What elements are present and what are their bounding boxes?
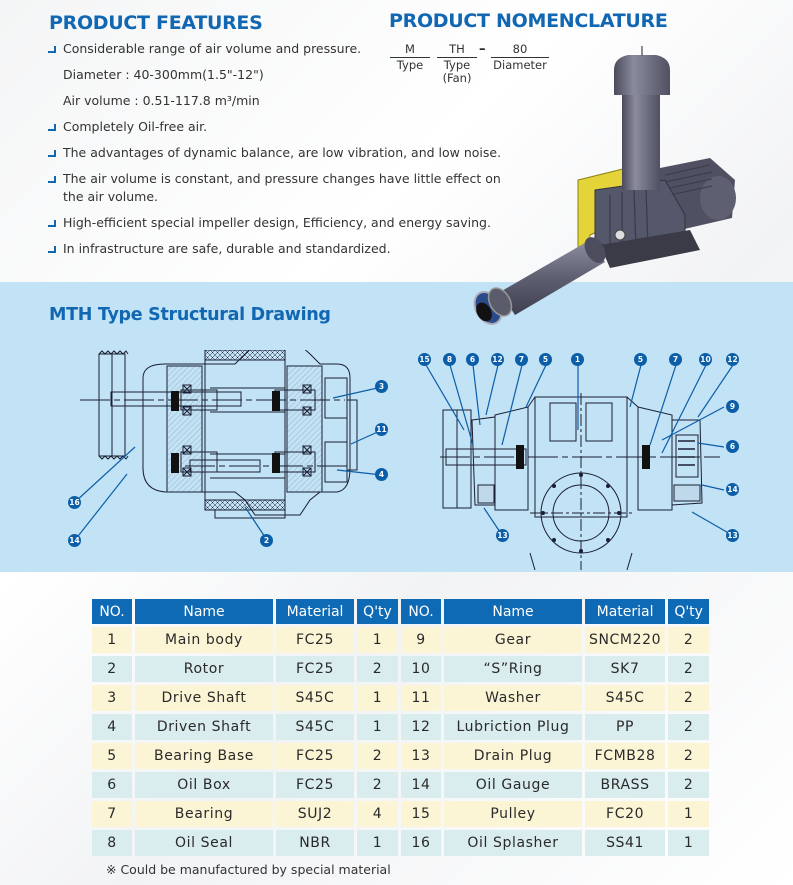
header-qty: Q'ty [357, 599, 398, 624]
balloon-9: 9 [726, 400, 739, 413]
balloon-15: 15 [419, 355, 430, 364]
balloon-13-right: 13 [727, 531, 738, 540]
table-row: 1 Main body FC25 1 9 Gear SNCM220 2 [92, 627, 709, 653]
table-row: 6 Oil Box FC25 2 14 Oil Gauge BRASS 2 [92, 772, 709, 798]
table-row: 2 Rotor FC25 2 10 “S”Ring SK7 2 [92, 656, 709, 682]
side-section-drawing [75, 350, 410, 550]
header-material: Material [585, 599, 665, 624]
nomenclature-part-diameter: 80 Diameter [491, 42, 549, 72]
bullet-icon [48, 150, 56, 157]
bullet-icon [48, 246, 56, 253]
feature-text: Considerable range of air volume and pressure. [63, 41, 362, 56]
feature-item [46, 214, 526, 232]
features-title: PRODUCT FEATURES [49, 12, 263, 34]
nomenclature-title: PRODUCT NOMENCLATURE [389, 10, 668, 32]
header-name: Name [444, 599, 582, 624]
table-row: 5 Bearing Base FC25 2 13 Drain Plug FCMB28 2 [92, 743, 709, 769]
balloon-7: 7 [515, 353, 528, 366]
drawing-title: MTH Type Structural Drawing [49, 305, 331, 325]
feature-item [46, 118, 526, 136]
balloon-4: 4 [375, 468, 388, 481]
balloon-16: 16 [69, 498, 80, 507]
balloon-7-right: 7 [669, 353, 682, 366]
feature-text: Completely Oil-free air. [63, 119, 208, 134]
feature-item [46, 240, 526, 258]
feature-text: The air volume is constant, and pressure changes have little effect on the air volume. [63, 171, 501, 204]
header-name: Name [135, 599, 273, 624]
table-row: 3 Drive Shaft S45C 1 11 Washer S45C 2 [92, 685, 709, 711]
balloon-10: 10 [700, 355, 711, 364]
table-row: 8 Oil Seal NBR 1 16 Oil Splasher SS41 1 [92, 830, 709, 856]
feature-sub-air-volume: Air volume : 0.51-117.8 m³/min [63, 93, 260, 108]
nomenclature-part-fan: TH Type (Fan) [437, 42, 477, 85]
header-material: Material [276, 599, 354, 624]
bullet-icon [48, 124, 56, 131]
nomenclature-part-type: M Type [390, 42, 430, 72]
bullet-icon [48, 46, 56, 53]
balloon-12: 12 [492, 355, 503, 364]
table-row: 4 Driven Shaft S45C 1 12 Lubriction Plug PP 2 [92, 714, 709, 740]
header-no: NO. [92, 599, 132, 624]
header-no: NO. [401, 599, 441, 624]
nomenclature-dash: – [479, 42, 486, 57]
balloon-5: 5 [539, 353, 552, 366]
feature-item [46, 144, 526, 162]
balloon-11: 11 [376, 425, 387, 434]
balloon-14: 14 [69, 536, 80, 545]
balloon-8: 8 [443, 353, 456, 366]
header-qty: Q'ty [668, 599, 709, 624]
balloon-2: 2 [260, 534, 273, 547]
balloon-6-right: 6 [726, 440, 739, 453]
table-header-row [92, 599, 709, 624]
balloon-12-right: 12 [727, 355, 738, 364]
feature-sub-diameter: Diameter : 40-300mm(1.5"-12") [63, 67, 264, 82]
balloon-13: 13 [497, 531, 508, 540]
feature-text: The advantages of dynamic balance, are low vibration, and low noise. [63, 145, 502, 160]
balloon-1: 1 [571, 353, 584, 366]
front-section-drawing [410, 345, 750, 570]
feature-item [46, 170, 521, 206]
balloon-14-right: 14 [727, 485, 738, 494]
balloon-6: 6 [466, 353, 479, 366]
material-note: ※ Could be manufactured by special material [106, 862, 391, 877]
feature-text: High-efficient special impeller design, Efficiency, and energy saving. [63, 215, 491, 230]
bullet-icon [48, 176, 56, 183]
feature-text: In infrastructure are safe, durable and standardized. [63, 241, 391, 256]
bullet-icon [48, 220, 56, 227]
balloon-5-right: 5 [634, 353, 647, 366]
roots-blower-image [460, 40, 793, 340]
balloon-3: 3 [375, 380, 388, 393]
table-row: 7 Bearing SUJ2 4 15 Pulley FC20 1 [92, 801, 709, 827]
parts-table [89, 596, 712, 859]
